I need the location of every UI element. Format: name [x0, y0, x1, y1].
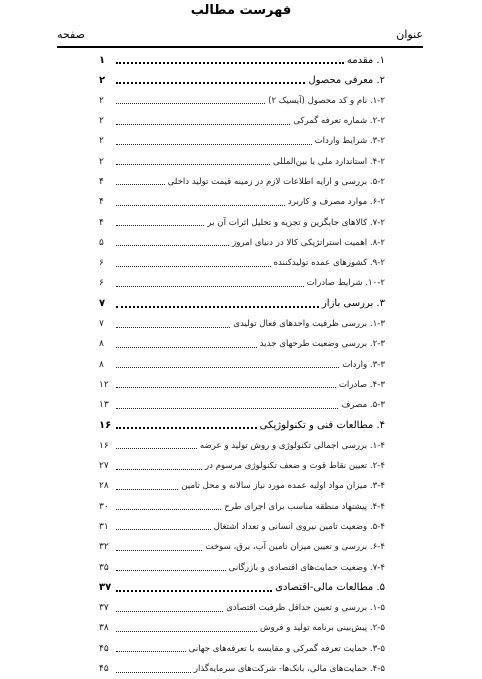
toc-entry-page-number: ۵: [99, 237, 104, 248]
toc-subsection-row[interactable]: [99, 598, 385, 618]
topic-column-header: عنوان: [396, 28, 423, 41]
toc-entry-label: ۱-۳. بررسی ظرفیت واحدهای فعال تولیدی: [233, 319, 385, 329]
toc-subsection-row[interactable]: [99, 233, 385, 253]
dot-leader: [116, 225, 204, 226]
toc-subsection-row[interactable]: [99, 476, 385, 496]
toc-entry-page-number: ۲: [99, 74, 106, 86]
toc-entry-label: ۵-۲. بررسی و ارایه اطلاعات لازم در زمینه قیمت تولید داخلی: [167, 176, 385, 187]
toc-subsection-row[interactable]: [99, 354, 385, 374]
dot-leader: [116, 164, 270, 165]
toc-section-row[interactable]: [99, 70, 385, 90]
toc-entry-page-number: ۱۶: [99, 419, 112, 431]
dot-leader: [116, 611, 223, 612]
toc-section-row[interactable]: [99, 50, 385, 70]
dot-leader: [116, 144, 312, 145]
toc-subsection-row[interactable]: [99, 557, 385, 577]
toc-entry-page-number: ۴: [99, 217, 104, 228]
toc-entry-label: ۲-۵. پیش‌بینی برنامه تولید و فروش: [260, 623, 385, 634]
toc-subsection-row[interactable]: [99, 273, 385, 293]
toc-subsection-row[interactable]: [99, 314, 385, 334]
toc-subsection-row[interactable]: [99, 111, 385, 131]
toc-subsection-row[interactable]: [99, 517, 385, 537]
page-column-header: صفحه: [57, 28, 85, 41]
toc-entry-page-number: ۳۵: [99, 562, 109, 573]
toc-entry-label: ۳-۵. حمایت تعرفه گمرکی و مقایسه با تعرفه‌های جهانی: [188, 643, 385, 654]
toc-entry-label: ۶-۲. موارد مصرف و کاربرد: [287, 197, 385, 208]
toc-entry-label: ۱-۴. بررسی اجمالی تکنولوژی و روش تولید و عرضه: [199, 440, 385, 451]
toc-section-row[interactable]: [99, 294, 385, 314]
page-title: فهرست مطالب: [190, 3, 292, 18]
dot-leader: [116, 327, 230, 328]
toc-entry-label: ۴. مطالعات فنی و تکنولوژیکی: [259, 419, 385, 431]
toc-entry-page-number: ۲۷: [99, 461, 109, 472]
toc-entry-label: ۴-۵. حمایت‌های مالی، بانک‌ها- شرکت‌های سرمایه‌گذار: [193, 664, 385, 675]
toc-entry-page-number: ۳۸: [99, 623, 109, 634]
toc-entry-label: ۶-۴. بررسی و تعیین میزان تامین آب، برق، سوخت: [205, 542, 385, 553]
dot-leader: [116, 245, 229, 246]
dot-leader: [116, 286, 304, 287]
toc-entry-label: ۲-۳. بررسی وضعیت طرحهای جدید: [259, 339, 385, 350]
header-divider: [57, 46, 423, 48]
toc-entry-page-number: ۳۱: [99, 521, 109, 532]
dot-leader: [116, 367, 339, 368]
toc-entry-label: ۴-۲. استاندارد ملی یا بین‌المللی: [272, 156, 385, 167]
toc-entry-label: ۵-۴. وضعیت تامین نیروی انسانی و تعداد اشتغال: [213, 521, 385, 532]
dot-leader: [116, 550, 202, 551]
toc-subsection-row[interactable]: [99, 659, 385, 679]
toc-entry-label: ۸-۲. اهمیت استراتژیکی کالا در دنیای امروز: [232, 237, 385, 248]
toc-entry-label: ۴-۴. پیشنهاد منطقه مناسب برای اجرای طرح: [224, 501, 385, 512]
toc-subsection-row[interactable]: [99, 334, 385, 354]
toc-entry-page-number: ۱۲: [99, 379, 109, 390]
toc-entry-label: ۳-۴. میزان مواد اولیه عمده مورد نیاز سالانه و محل تامین: [181, 481, 385, 492]
dot-leader: [116, 469, 202, 470]
toc-subsection-row[interactable]: [99, 456, 385, 476]
toc-entry-page-number: ۷: [99, 319, 104, 329]
toc-entry-page-number: ۴: [99, 197, 104, 208]
dot-leader: [116, 672, 191, 673]
toc-entry-label: ۱-۵. بررسی و تعیین حداقل ظرفیت اقتصادی: [226, 603, 385, 614]
toc-entry-page-number: ۳۷: [99, 603, 109, 614]
toc-entry-label: ۱۰-۲. شرایط صادرات: [306, 278, 385, 289]
dot-leader: [116, 570, 226, 571]
toc-subsection-row[interactable]: [99, 497, 385, 517]
toc-entry-label: ۲-۲. شماره تعرفه گمرکی: [293, 116, 385, 127]
toc-entry-label: ۷-۴. وضعیت حمایت‌های اقتصادی و بازرگانی: [228, 562, 385, 573]
dot-leader: [116, 529, 211, 530]
toc-entry-page-number: ۱: [99, 54, 106, 66]
toc-subsection-row[interactable]: [99, 537, 385, 557]
toc-entry-label: ۳. بررسی بازار: [321, 298, 385, 310]
dot-leader: [116, 82, 305, 84]
toc-section-row[interactable]: [99, 415, 385, 435]
toc-entry-label: ۴-۳. صادرات: [338, 379, 385, 390]
toc-subsection-row[interactable]: [99, 212, 385, 232]
toc-entry-label: ۹-۲. کشورهای عمده تولیدکننده: [273, 258, 385, 269]
dot-leader: [116, 509, 221, 510]
toc-entry-page-number: ۸: [99, 359, 104, 370]
toc-subsection-row[interactable]: [99, 639, 385, 659]
toc-entry-page-number: ۳۲: [99, 542, 109, 553]
toc-entry-label: ۱. مقدمه: [346, 54, 385, 66]
dot-leader: [116, 124, 290, 125]
toc-subsection-row[interactable]: [99, 192, 385, 212]
toc-entry-page-number: ۸: [99, 339, 104, 350]
dot-leader: [116, 631, 257, 632]
toc-entry-label: ۳-۳. واردات: [342, 359, 385, 370]
toc-entry-label: ۱-۲. نام و کد محصول (آیسیک ۲): [268, 95, 385, 106]
dot-leader: [116, 387, 336, 388]
dot-leader: [116, 347, 257, 348]
toc-entry-label: ۵-۳. مصرف: [341, 400, 385, 411]
table-of-contents: [99, 50, 385, 679]
toc-entry-page-number: ۴: [99, 176, 104, 187]
toc-entry-page-number: ۲: [99, 116, 104, 127]
toc-subsection-row[interactable]: [99, 375, 385, 395]
toc-entry-label: ۳-۲. شرایط واردات: [314, 136, 385, 147]
toc-entry-page-number: ۴۵: [99, 664, 109, 675]
dot-leader: [116, 62, 344, 64]
toc-entry-label: ۲-۴. تعیین نقاط قوت و ضعف تکنولوژی مرسوم در: [204, 461, 385, 472]
toc-entry-label: ۲. معرفی محصول: [308, 74, 385, 86]
dot-leader: [116, 590, 272, 592]
toc-entry-page-number: ۲: [99, 136, 104, 147]
dot-leader: [116, 184, 165, 185]
toc-section-row[interactable]: [99, 578, 385, 598]
toc-subsection-row[interactable]: [99, 91, 385, 111]
toc-entry-page-number: ۷: [99, 298, 106, 310]
dot-leader: [116, 489, 178, 490]
toc-entry-page-number: ۳۷: [99, 582, 112, 594]
dot-leader: [116, 266, 271, 267]
toc-subsection-row[interactable]: [99, 131, 385, 151]
toc-entry-page-number: ۱۳: [99, 400, 109, 411]
toc-subsection-row[interactable]: [99, 395, 385, 415]
dot-leader: [116, 205, 285, 206]
toc-entry-page-number: ۲: [99, 156, 104, 167]
toc-entry-page-number: ۳۰: [99, 501, 109, 512]
toc-subsection-row[interactable]: [99, 618, 385, 638]
dot-leader: [116, 306, 319, 308]
dot-leader: [116, 103, 265, 104]
toc-subsection-row[interactable]: [99, 436, 385, 456]
dot-leader: [116, 427, 257, 429]
toc-entry-label: ۵. مطالعات مالی-اقتصادی: [275, 582, 385, 594]
toc-header: [57, 28, 423, 44]
toc-entry-page-number: ۲: [99, 95, 104, 106]
toc-entry-page-number: ۶: [99, 278, 104, 289]
toc-entry-label: ۷-۲. کالاهای جایگزین و تجزیه و تحلیل اثرات آن بر: [207, 217, 385, 228]
toc-subsection-row[interactable]: [99, 253, 385, 273]
toc-entry-page-number: ۲۸: [99, 481, 109, 492]
dot-leader: [116, 408, 338, 409]
dot-leader: [116, 448, 197, 449]
dot-leader: [116, 651, 186, 652]
toc-entry-page-number: ۱۶: [99, 440, 109, 451]
toc-subsection-row[interactable]: [99, 151, 385, 171]
toc-entry-page-number: ۶: [99, 258, 104, 269]
toc-subsection-row[interactable]: [99, 172, 385, 192]
toc-entry-page-number: ۴۵: [99, 643, 109, 654]
